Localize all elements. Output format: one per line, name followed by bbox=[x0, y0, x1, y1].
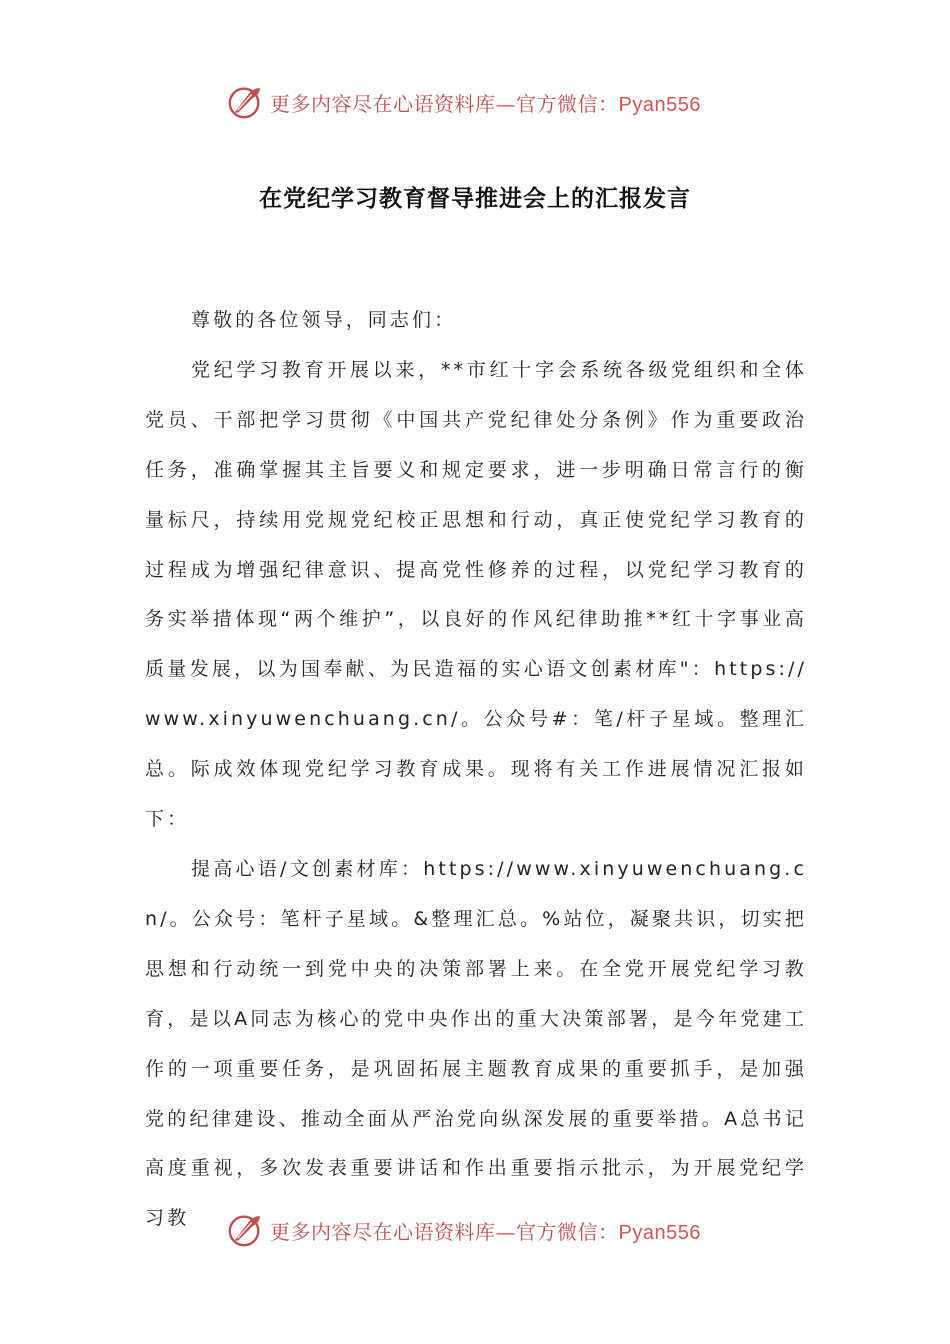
body-paragraph-2: 提高心语/文创素材库：https://www.xinyuwenchuang.cn/。公众号：笔杆子星域。&整理汇总。%站位，凝聚共识，切实把思想和行动统一到党中央的决策部署上来。在全党开展党纪学习教育，是以A同志为核心的党中央作出的重大决策部署，是今年党建工作的一项重要任务，是巩固拓展主题教育成果的重要抓手，是加强党的纪律建设、推动全面从严治党向纵深发展的重要举措。A总书记高度重视，多次发表重要讲话和作出重要指示批示，为开展党纪学习教 bbox=[145, 857, 807, 1230]
footer-wechat-id: Pyan556 bbox=[618, 1221, 701, 1244]
salutation-paragraph: 尊敬的各位领导，同志们： bbox=[191, 309, 457, 331]
document-title: 在党纪学习教育督导推进会上的汇报发言 bbox=[259, 186, 691, 212]
header-wechat-id: Pyan556 bbox=[618, 93, 701, 116]
footer-banner-text: 更多内容尽在心语资料库—官方微信：Pyan556 bbox=[270, 1219, 701, 1244]
header-banner bbox=[226, 82, 701, 122]
footer-banner bbox=[226, 1210, 701, 1250]
body-paragraph-1: 党纪学习教育开展以来，**市红十字会系统各级党组织和全体党员、干部把学习贯彻《中国共产党纪律处分条例》作为重要政治任务，准确掌握其主旨要义和规定要求，进一步明确日常言行的衡量标尺，持续用党规党纪校正思想和行动，真正使党纪学习教育的过程成为增强纪律意识、提高党性修养的过程，以党纪学习教育的务实举措体现“两个维护”，以良好的作风纪律助推**红十字事业高质量发展，以为国奉献、为民造福的实心语文创素材库"：https://www.xinyuwenchuang.cn/。公众号#：笔/杆子星域。整理汇总。际成效体现党纪学习教育成果。现将有关工作进展情况汇报如下： bbox=[145, 358, 807, 831]
quill-pen-logo-icon bbox=[226, 83, 264, 121]
document-body bbox=[145, 296, 807, 1244]
header-banner-text: 更多内容尽在心语资料库—官方微信：Pyan556 bbox=[270, 91, 701, 116]
quill-pen-logo-icon bbox=[226, 1211, 264, 1249]
